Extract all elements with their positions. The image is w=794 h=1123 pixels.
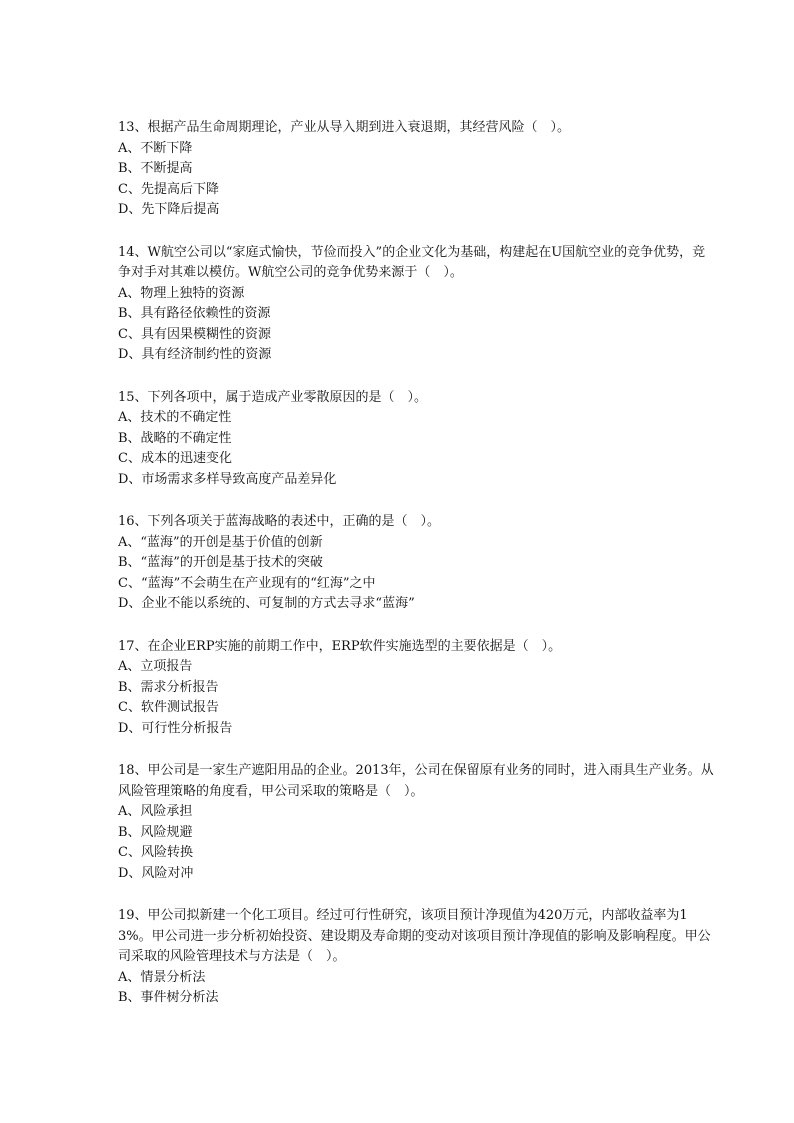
option-list <box>118 139 714 221</box>
option-b: B、事件树分析法 <box>118 990 219 1005</box>
option-d: D、可行性分析报告 <box>118 720 233 736</box>
option-c: C、风险转换 <box>118 845 193 860</box>
option-list <box>118 968 714 1009</box>
option-list <box>118 284 714 366</box>
option-c: C、成本的迅速变化 <box>118 451 232 466</box>
option-a: A、情景分析法 <box>118 969 206 985</box>
question-13 <box>118 118 714 221</box>
option-c: C、先提高后下降 <box>118 181 219 197</box>
option-b: B、需求分析报告 <box>118 679 219 695</box>
option-a: A、立项报告 <box>118 659 193 674</box>
question-stem: 19、甲公司拟新建一个化工项目。经过可行性研究，该项目预计净现值为420万元，内部收益率为13%。甲公司进一步分析初始投资、建设期及寿命期的变动对该项目预计净现值的影响及影响程度。甲公司采取的风险管理技术与方法是（ ）。 <box>118 908 711 964</box>
option-d: D、具有经济制约性的资源 <box>118 347 272 362</box>
option-a: A、技术的不确定性 <box>118 410 232 425</box>
option-a: A、不断下降 <box>118 140 193 156</box>
option-c: C、“蓝海”不会萌生在产业现有的“红海”之中 <box>118 575 376 591</box>
question-stem: 17、在企业ERP实施的前期工作中，ERP软件实施选型的主要依据是（ ）。 <box>118 638 562 654</box>
option-a: A、“蓝海”的开创是基于价值的创新 <box>118 534 323 550</box>
question-18 <box>118 761 714 884</box>
option-d: D、先下降后提高 <box>118 202 220 217</box>
option-list <box>118 408 714 490</box>
option-a: A、物理上独特的资源 <box>118 285 245 301</box>
option-d: D、企业不能以系统的、可复制的方式去寻求“蓝海” <box>118 596 415 611</box>
option-list <box>118 657 714 739</box>
option-b: B、不断提高 <box>118 161 193 176</box>
question-17 <box>118 637 714 740</box>
question-16 <box>118 512 714 615</box>
question-19 <box>118 906 714 1009</box>
option-b: B、战略的不确定性 <box>118 430 232 446</box>
option-list <box>118 802 714 884</box>
option-a: A、风险承担 <box>118 804 193 819</box>
question-stem: 18、甲公司是一家生产遮阳用品的企业。2013年，公司在保留原有业务的同时，进入雨具生产业务。从风险管理策略的角度看，甲公司采取的策略是（ ）。 <box>118 763 714 799</box>
option-list <box>118 533 714 615</box>
option-d: D、市场需求多样导致高度产品差异化 <box>118 471 337 487</box>
question-stem: 13、根据产品生命周期理论，产业从导入期到进入衰退期，其经营风险（ ）。 <box>118 120 571 135</box>
option-d: D、风险对冲 <box>118 865 194 881</box>
option-c: C、软件测试报告 <box>118 700 219 715</box>
question-14 <box>118 243 714 366</box>
option-b: B、具有路径依赖性的资源 <box>118 306 271 321</box>
question-stem: 15、下列各项中，属于造成产业零散原因的是（ ）。 <box>118 389 428 405</box>
option-c: C、具有因果模糊性的资源 <box>118 326 271 342</box>
option-b: B、风险规避 <box>118 824 193 840</box>
question-stem: 14、W航空公司以“家庭式愉快，节俭而投入”的企业文化为基础，构建起在U国航空业的竞争优势，竞争对手对其难以模仿。W航空公司的竞争优势来源于（ ）。 <box>118 244 706 280</box>
question-stem: 16、下列各项关于蓝海战略的表述中，正确的是（ ）。 <box>118 514 441 529</box>
option-b: B、“蓝海”的开创是基于技术的突破 <box>118 555 323 570</box>
question-15 <box>118 388 714 491</box>
